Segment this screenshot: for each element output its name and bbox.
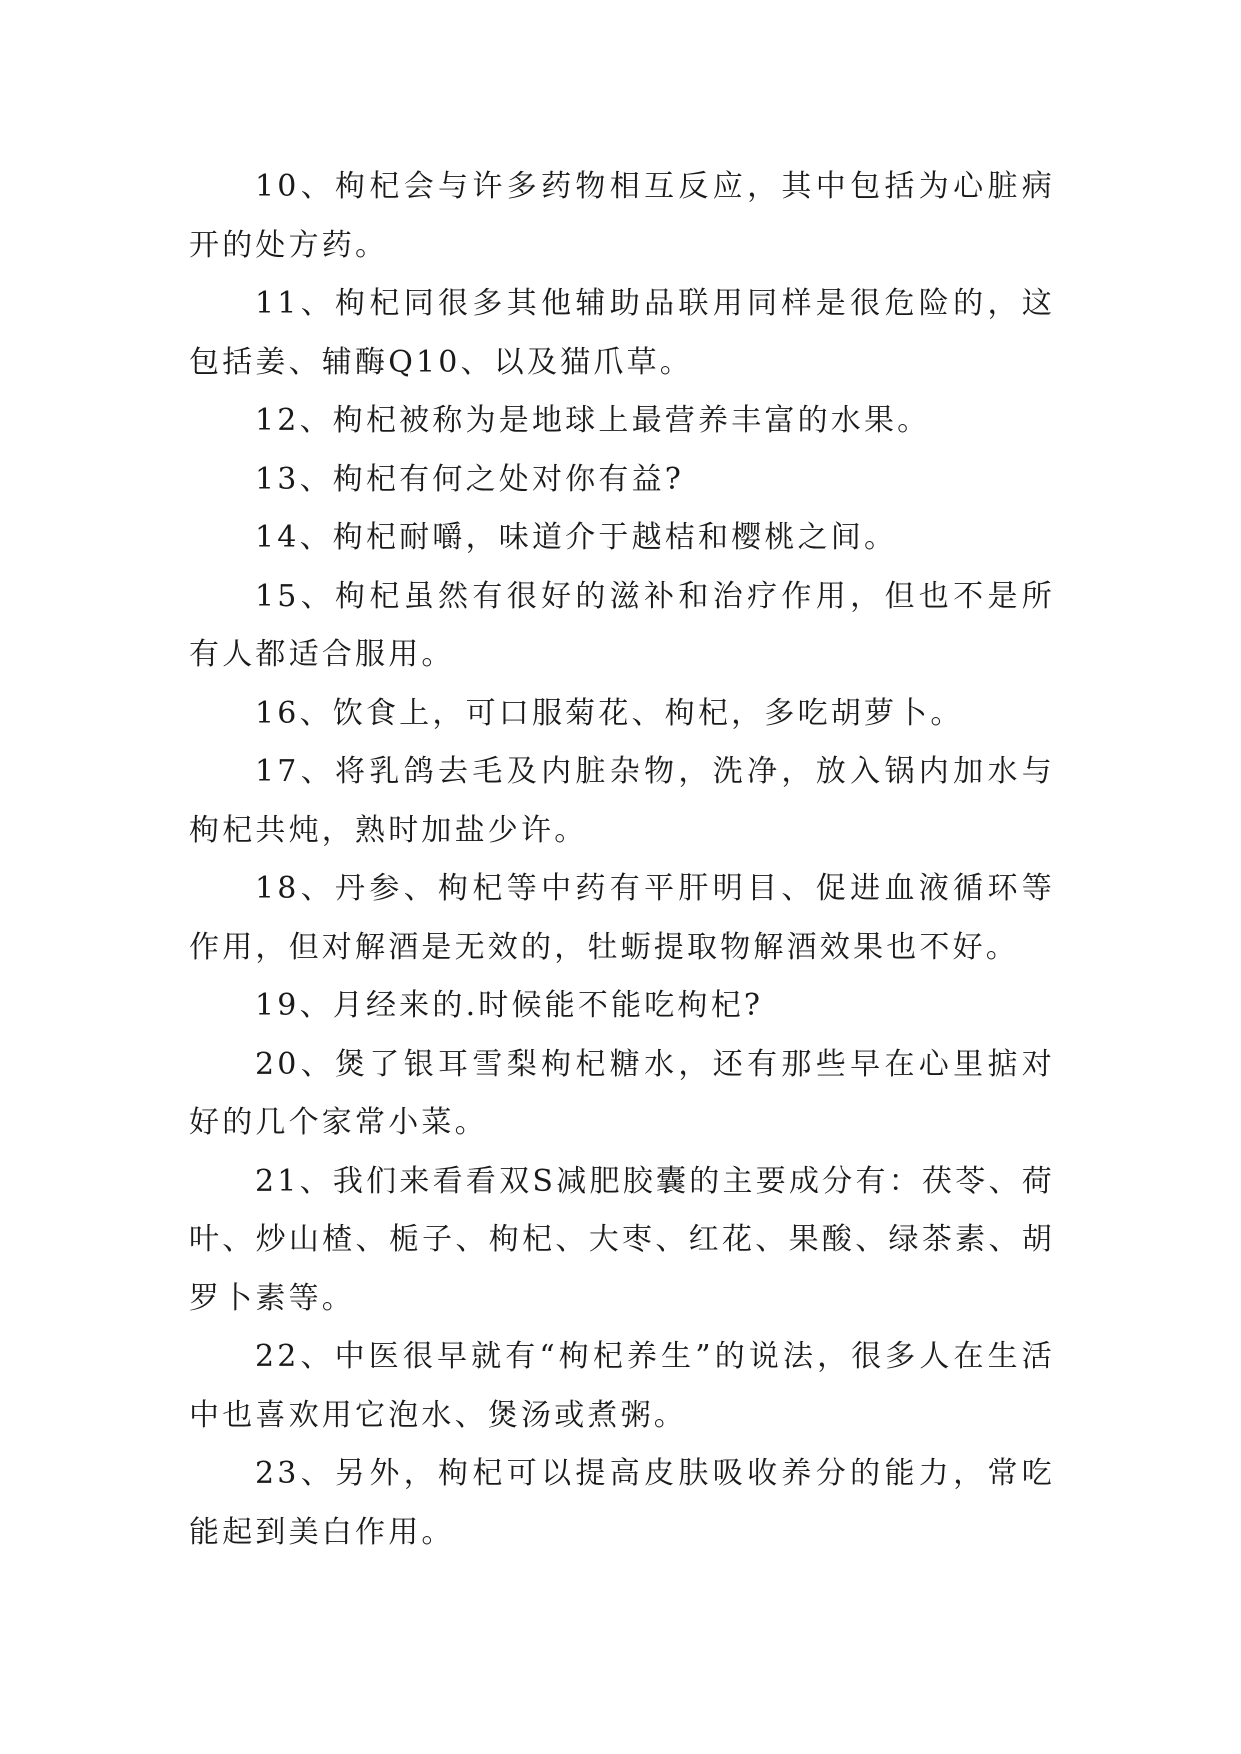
paragraph-10: 10、枸杞会与许多药物相互反应，其中包括为心脏病开的处方药。	[189, 169, 1055, 263]
paragraph-22: 22、中医很早就有“枸杞养生”的说法，很多人在生活中也喜欢用它泡水、煲汤或煮粥。	[189, 1339, 1055, 1433]
paragraph-21: 21、我们来看看双S减肥胶囊的主要成分有：茯苓、荷叶、炒山楂、栀子、枸杞、大枣、红花、果酸、绿茶素、胡罗卜素等。	[189, 1163, 1055, 1316]
paragraph-19: 19、月经来的.时候能不能吃枸杞?	[255, 988, 764, 1023]
paragraph-20: 20、煲了银耳雪梨枸杞糖水，还有那些早在心里掂对好的几个家常小菜。	[189, 1046, 1055, 1140]
paragraph-13: 13、枸杞有何之处对你有益?	[255, 461, 685, 497]
paragraph-17: 17、将乳鸽去毛及内脏杂物，洗净，放入锅内加水与枸杞共炖，熟时加盐少许。	[189, 754, 1055, 848]
paragraph-11: 11、枸杞同很多其他辅助品联用同样是很危险的，这包括姜、辅酶Q10、以及猫爪草。	[189, 286, 1055, 380]
paragraph-16: 16、饮食上，可口服菊花、枸杞，多吃胡萝卜。	[255, 695, 964, 731]
paragraph-23: 23、另外，枸杞可以提高皮肤吸收养分的能力，常吃能起到美白作用。	[189, 1456, 1055, 1550]
paragraph-14: 14、枸杞耐嚼，味道介于越桔和樱桃之间。	[255, 520, 898, 555]
document-body	[189, 158, 1055, 1562]
paragraph-18: 18、丹参、枸杞等中药有平肝明目、促进血液循环等作用，但对解酒是无效的，牡蛎提取物解酒效果也不好。	[189, 871, 1055, 965]
paragraph-15: 15、枸杞虽然有很好的滋补和治疗作用，但也不是所有人都适合服用。	[189, 578, 1055, 672]
paragraph-12: 12、枸杞被称为是地球上最营养丰富的水果。	[255, 403, 931, 438]
